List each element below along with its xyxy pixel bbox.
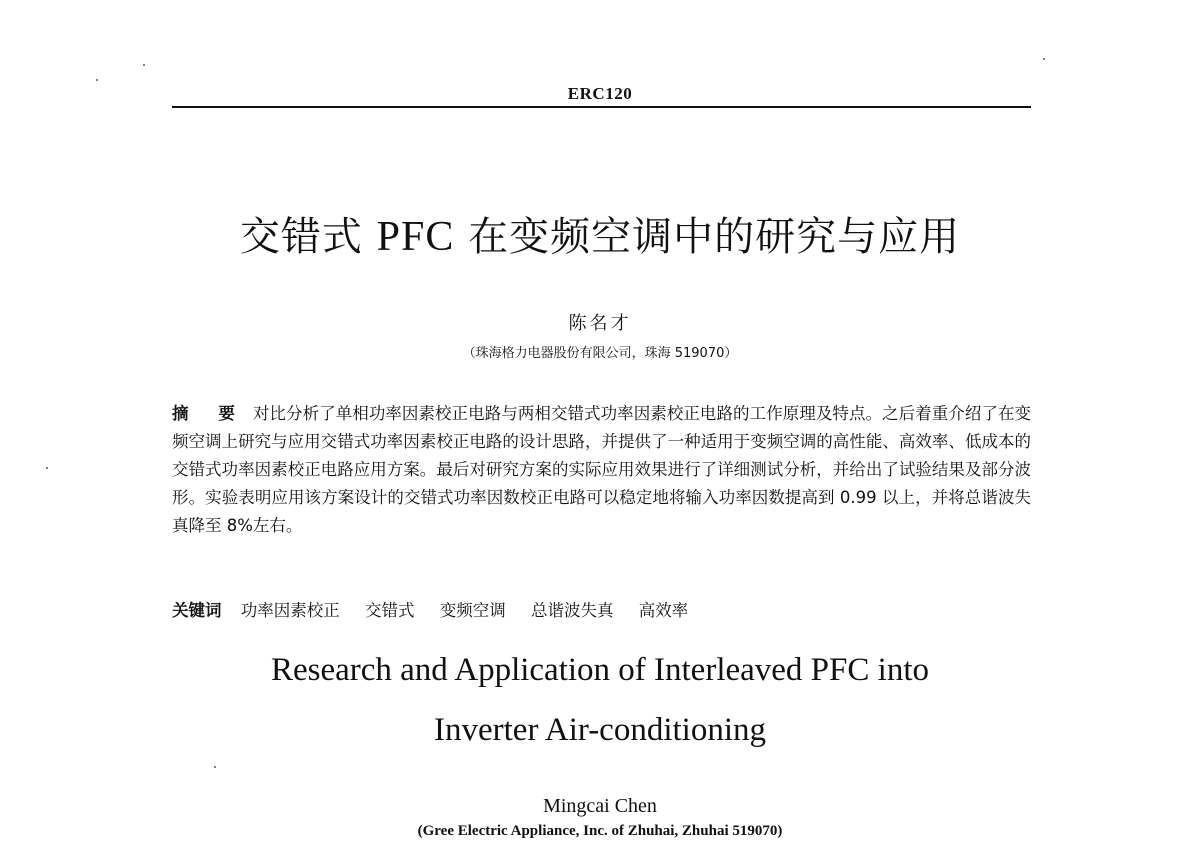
keyword: 功率因素校正 — [240, 601, 340, 620]
abstract-label: 摘 要 — [172, 404, 247, 423]
chinese-abstract — [172, 400, 1031, 540]
scan-speck — [46, 467, 48, 469]
keyword: 变频空调 — [439, 601, 506, 620]
chinese-title-prefix: 交错式 — [239, 214, 363, 260]
scan-speck — [143, 64, 145, 66]
scan-speck — [1043, 58, 1045, 60]
english-author: Mingcai Chen — [543, 795, 657, 817]
chinese-title — [0, 205, 1200, 262]
keyword: 高效率 — [638, 601, 689, 620]
scan-speck — [96, 79, 98, 81]
chinese-title-latin: PFC — [376, 214, 455, 260]
keywords-label: 关键词 — [172, 601, 222, 620]
english-title-line-1: Research and Application of Interleaved PFC into — [270, 652, 929, 688]
chinese-keywords — [172, 598, 1031, 624]
chinese-affiliation: （珠海格力电器股份有限公司，珠海 519070） — [462, 346, 738, 361]
english-title-line-2: Inverter Air-conditioning — [434, 712, 766, 748]
header-rule — [172, 106, 1031, 108]
scan-speck — [214, 766, 216, 768]
keyword: 总谐波失真 — [531, 601, 614, 620]
chinese-title-suffix: 在变频空调中的研究与应用 — [468, 214, 961, 260]
journal-code-header: ERC120 — [567, 84, 633, 103]
english-affiliation: (Gree Electric Appliance, Inc. of Zhuhai, Zhuhai 519070) — [417, 823, 783, 839]
keyword: 交错式 — [365, 601, 415, 620]
chinese-author: 陈名才 — [568, 313, 632, 334]
abstract-text: 对比分析了单相功率因素校正电路与两相交错式功率因素校正电路的工作原理及特点。之后着重介绍了在变频空调上研究与应用交错式功率因素校正电路的设计思路，并提供了一种适用于变频空调的高性能、高效率、低成本的交错式功率因素校正电路应用方案。最后对研究方案的实际应用效果进行了详细测试分析，并给出了试验结果及部分波形。实验表明应用该方案设计的交错式功率因数校正电路可以稳定地将输入功率因数提高到 0.99 以上，并将总谐波失真降至 8%左右。 — [172, 404, 1032, 535]
